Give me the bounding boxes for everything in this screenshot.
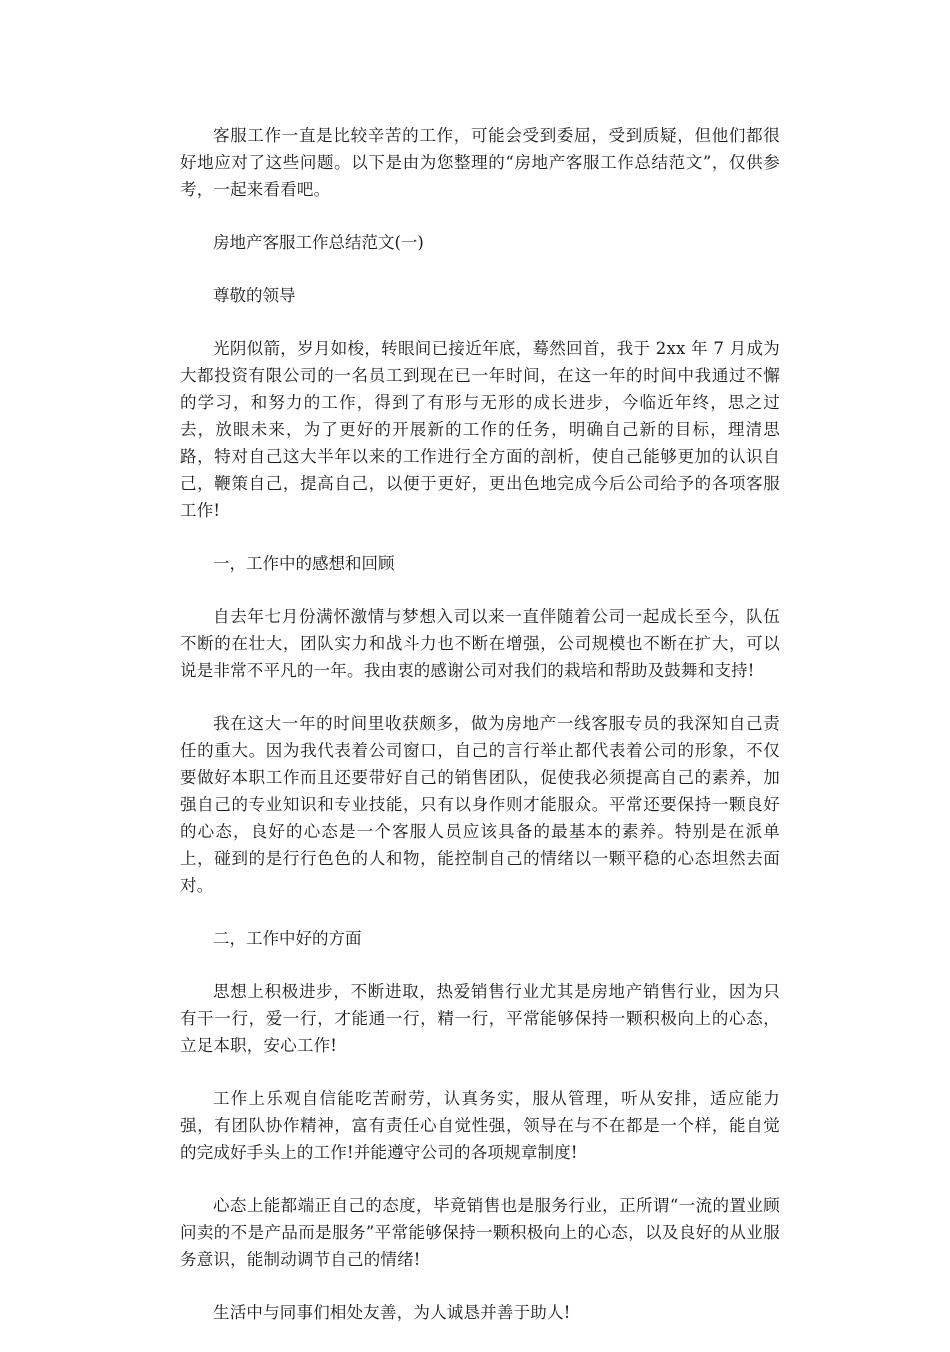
body-paragraph-2: 自去年七月份满怀激情与梦想入司以来一直伴随着公司一起成长至今，队伍不断的在壮大，团队实力和战斗力也不断在增强，公司规模也不断在扩大，可以说是非常不平凡的一年。我由衷的感谢公司对我们的栽培和帮助及鼓舞和支持! [180,607,780,680]
intro-paragraph: 客服工作一直是比较辛苦的工作，可能会受到委屈，受到质疑，但他们都很好地应对了这些问题。以下是由为您整理的“房地产客服工作总结范文”，仅供参考，一起来看看吧。 [180,126,780,199]
body-paragraph-6: 心态上能都端正自己的态度，毕竟销售也是服务行业，正所谓“一流的置业顾问卖的不是产品而是服务”平常能够保持一颗积极向上的心态，以及良好的从业服务意识，能制动调节自己的情绪! [180,1196,780,1269]
body-paragraph-7: 生活中与同事们相处友善，为人诚恳并善于助人! [213,1303,571,1322]
body-paragraph-3: 我在这大一年的时间里收获颇多，做为房地产一线客服专员的我深知自己责任的重大。因为我代表着公司窗口，自己的言行举止都代表着公司的形象，不仅要做好本职工作而且还要带好自己的销售团队，促使我必须提高自己的素养，加强自己的专业知识和专业技能，只有以身作则才能服众。平常还要保持一颗良好的心态，良好的心态是一个客服人员应该具备的最基本的素养。特别是在派单上，碰到的是行行色色的人和物，能控制自己的情绪以一颗平稳的心态坦然去面对。 [180,714,780,895]
body-paragraph-4: 思想上积极进步，不断进取，热爱销售行业尤其是房地产销售行业，因为只有干一行，爱一行，才能通一行，精一行，平常能够保持一颗积极向上的心态，立足本职，安心工作! [180,982,780,1055]
document-page [180,122,780,1352]
section-heading-1: 一，工作中的感想和回顾 [213,554,395,573]
body-paragraph-1: 光阴似箭，岁月如梭，转眼间已接近年底，蓦然回首，我于 2xx 年 7 月成为大都投资有限公司的一名员工到现在已一年时间，在这一年的时间中我通过不懈的学习，和努力的工作，得到了有形与无形的成长进步，今临近年终，思之过去，放眼未来，为了更好的开展新的工作的任务，明确自己新的目标，理清思路，特对自己这大半年以来的工作进行全方面的剖析，使自己能够更加的认识自己，鞭策自己，提高自己，以便于更好，更出色地完成今后公司给予的各项客服工作! [180,339,780,520]
document-title: 房地产客服工作总结范文(一) [213,233,424,252]
body-paragraph-5: 工作上乐观自信能吃苦耐劳，认真务实，服从管理，听从安排，适应能力强，有团队协作精神，富有责任心自觉性强，领导在与不在都是一个样，能自觉的完成好手头上的工作!并能遵守公司的各项规章制度! [180,1089,780,1162]
section-heading-2: 二，工作中好的方面 [213,929,362,948]
salutation: 尊敬的领导 [213,286,296,305]
